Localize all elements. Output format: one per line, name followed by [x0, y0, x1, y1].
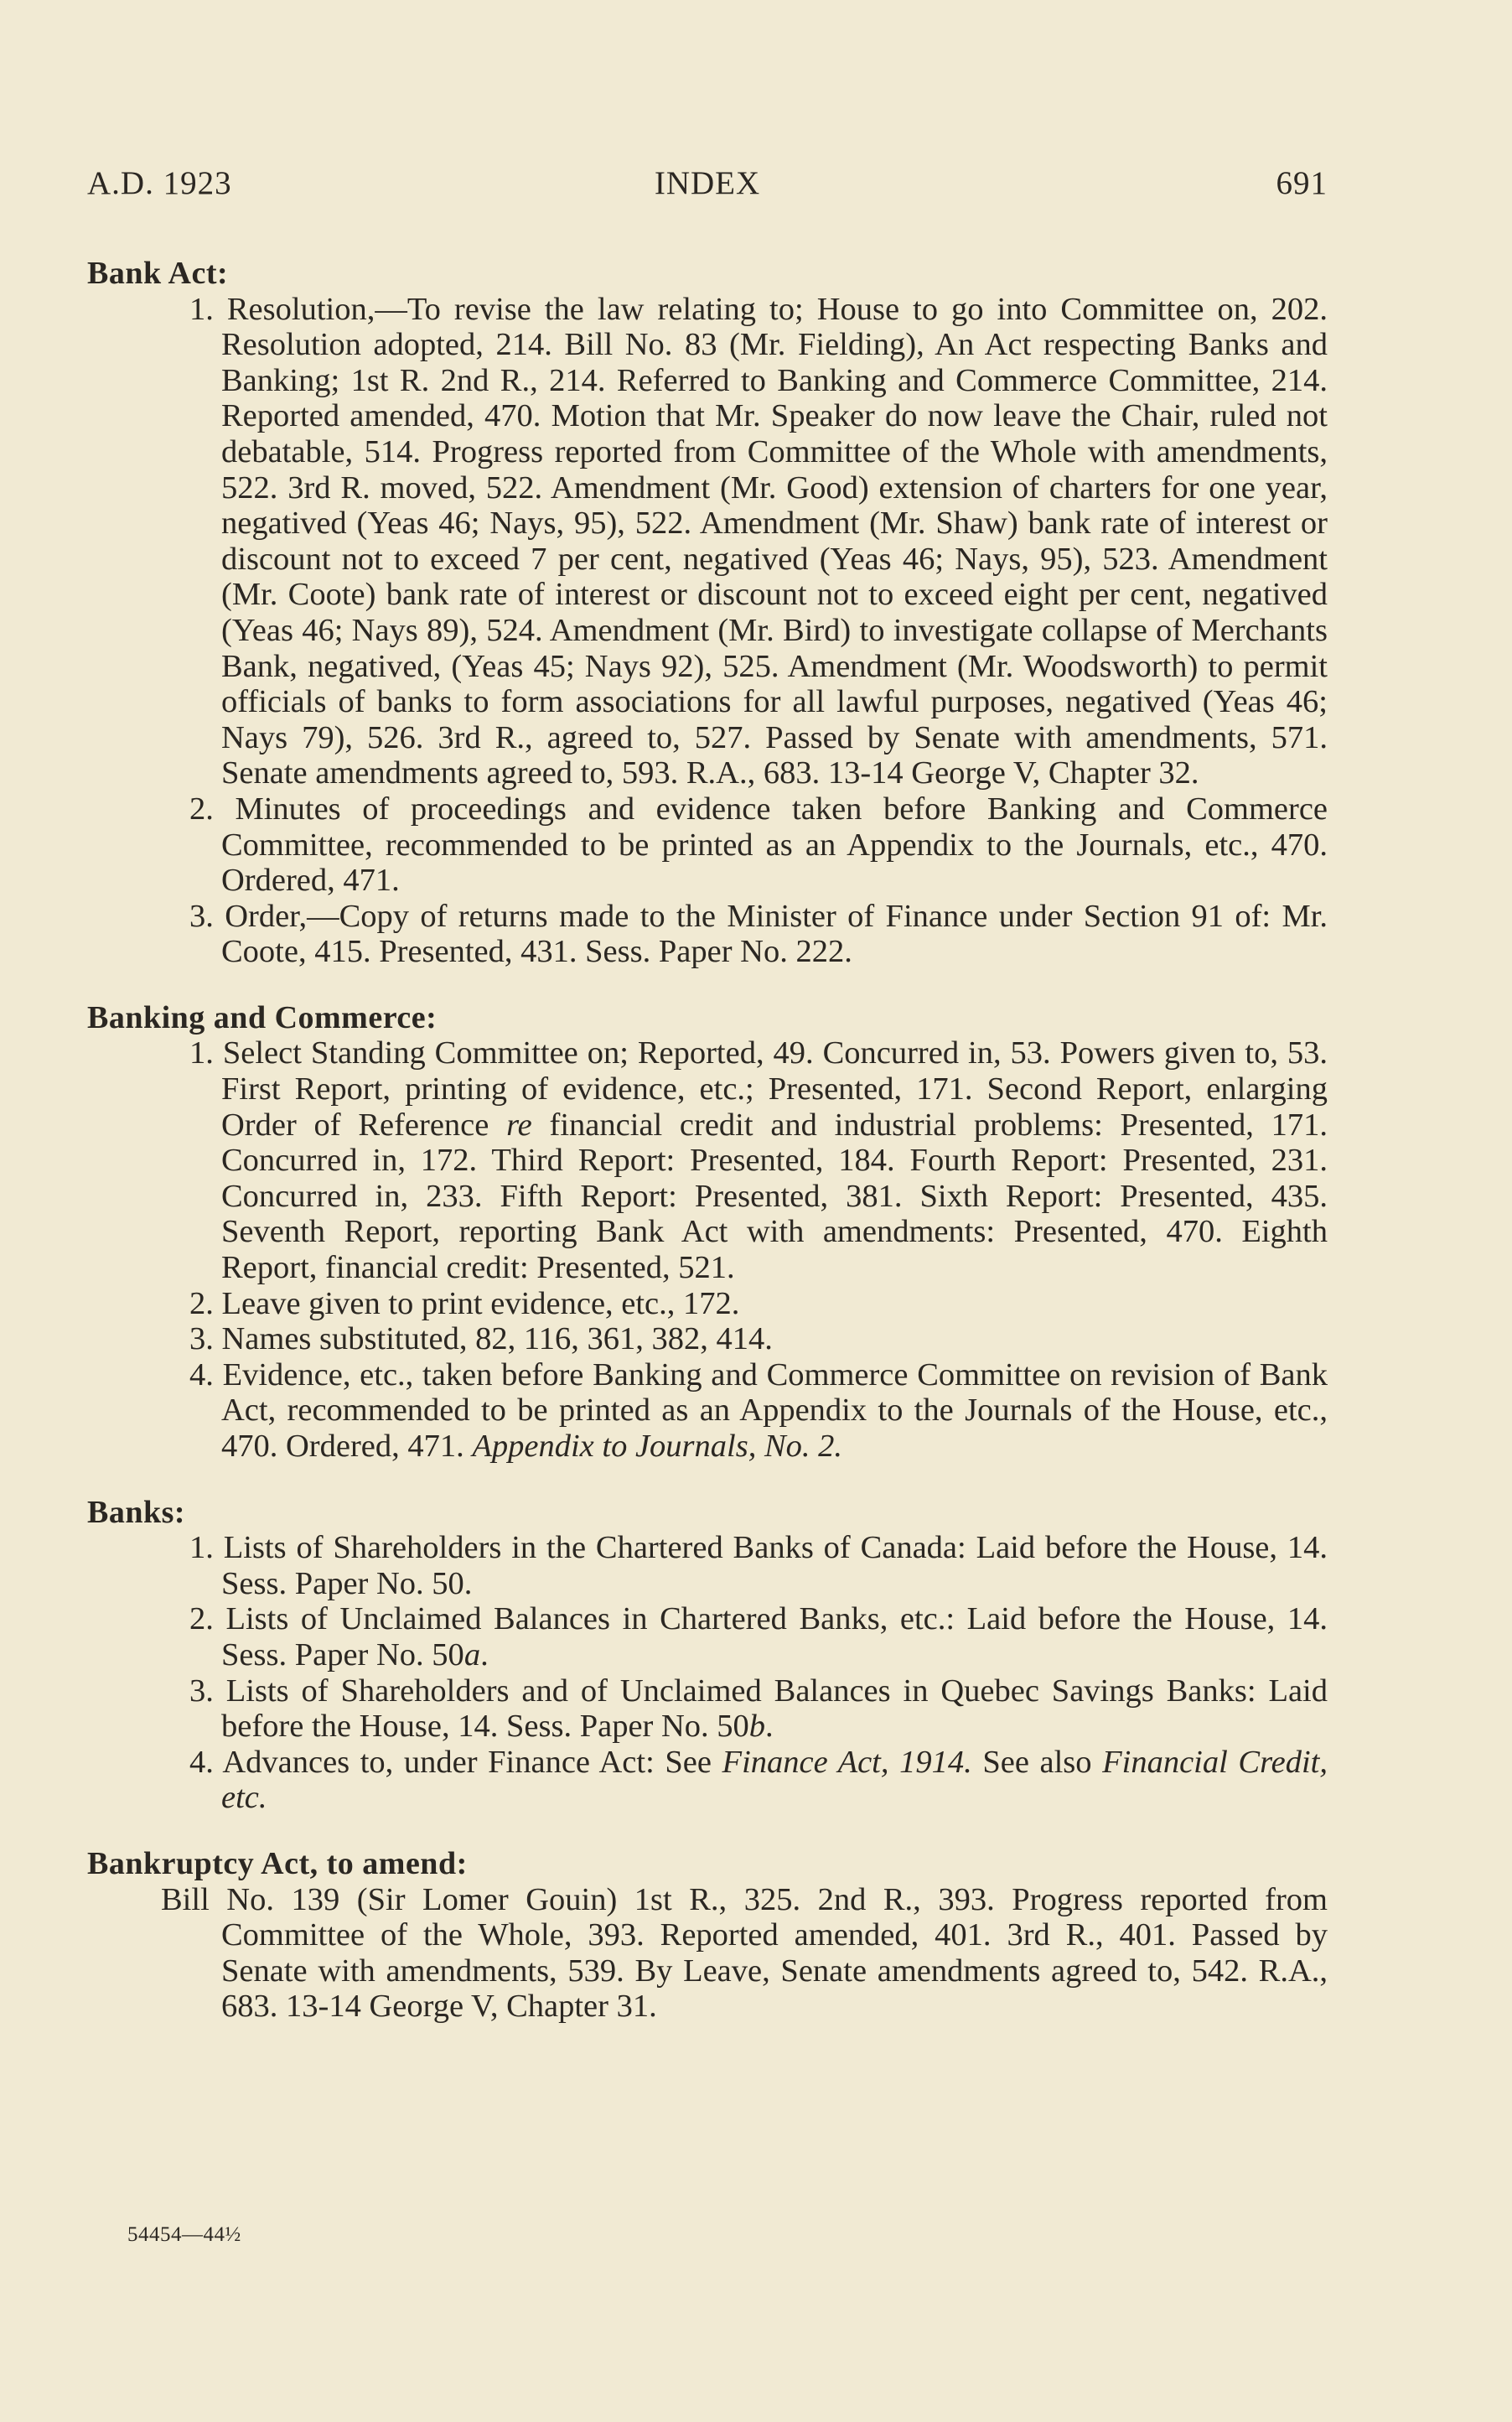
entry-text: Lists of Shareholders in the Chartered Banks of Canada: Laid before the House, 14. Sess. Paper No. 50. — [221, 1530, 1328, 1601]
index-entry — [87, 1321, 1328, 1357]
index-entry — [87, 1601, 1328, 1673]
section-title: Bankruptcy Act, to amend: — [87, 1845, 468, 1881]
section-title: Banks: — [87, 1494, 186, 1530]
index-entry — [87, 1530, 1328, 1601]
entry-number: 3. — [189, 1673, 226, 1709]
entry-list — [87, 292, 1328, 970]
entry-number: 4. — [189, 1744, 223, 1780]
entry-text: Advances to, under Finance Act: See — [222, 1744, 722, 1780]
entry-list — [87, 1035, 1328, 1464]
entry-text: Leave given to print evidence, etc., 172. — [221, 1285, 740, 1321]
entry-italic-text-2: Financial Credit, etc. — [221, 1744, 1328, 1816]
section-bank-act — [87, 256, 1328, 970]
index-entry — [87, 292, 1328, 791]
entry-number: 3. — [189, 898, 225, 934]
section-banks — [87, 1495, 1328, 1816]
entry-text: Evidence, etc., taken before Banking and Commerce Committee on revision of Bank Act, recommended to be printed as an Appendix to the Journals of the House, etc., 470. Ordered, 471. — [221, 1356, 1328, 1464]
entry-italic-text: Appendix to Journals, No. 2. — [472, 1429, 843, 1464]
printer-signature: 54454—44½ — [127, 2223, 241, 2246]
entry-number: 2. — [189, 1285, 222, 1321]
entry-text: Names substituted, 82, 116, 361, 382, 414. — [221, 1321, 773, 1357]
entry-number: 3. — [189, 1321, 222, 1357]
section-bankruptcy-act — [87, 1846, 1328, 2025]
running-head — [87, 164, 1328, 206]
entry-number: 1. — [189, 1035, 223, 1071]
page-number: 691 — [1276, 165, 1328, 201]
entry-text-continued: . — [765, 1709, 774, 1745]
section-title: Bank Act: — [87, 256, 229, 291]
entry-number: 2. — [189, 791, 236, 827]
entry-list — [87, 1530, 1328, 1816]
bill-entry: Bill No. 139 (Sir Lomer Gouin) 1st R., 325. 2nd R., 393. Progress reported from Committee of the Whole, 393. Reported amended, 401. 3rd R., 401. Passed by Senate with amendments, 539. By Leave, Senate amendments agreed to, 542. R.A., 683. 13-14 George V, Chapter 31. — [161, 1881, 1328, 2025]
entry-number: 1. — [189, 1530, 224, 1566]
header-year: A.D. 1923 — [87, 165, 232, 201]
index-entry — [87, 1357, 1328, 1465]
index-content — [87, 256, 1328, 2055]
index-entry — [87, 791, 1328, 899]
entry-text: Resolution,—To revise the law relating to; House to go into Committee on, 202. Resolution adopted, 214. Bill No. 83 (Mr. Fielding), An Act respecting Banks and Banking; 1st R. 2nd R., 214. Referred to Banking and Commerce Committee, 214. Reported amended, 470. Motion that Mr. Speaker do now leave the Chair, ruled not debatable, 514. Progress reported from Committee of the Whole with amendments, 522. 3rd R. moved, 522. Amendment (Mr. Good) extension of charters for one year, negatived (Yeas 46; Nays, 95), 522. Amendment (Mr. Shaw) bank rate of interest or discount not to exceed 7 per cent, negatived (Yeas 46; Nays, 95), 523. Amendment (Mr. Coote) bank rate of interest or discount not to exceed eight per cent, negatived (Yeas 46; Nays 89), 524. Amendment (Mr. Bird) to investigate collapse of Merchants Bank, negatived, (Yeas 45; Nays 92), 525. Amendment (Mr. Woodsworth) to permit officials of banks to form associations for all lawful purposes, negatived (Yeas 46; Nays 79), 526. 3rd R., agreed to, 527. Passed by Senate with amendments, 571. Senate amendments agreed to, 593. R.A., 683. 13-14 George V, Chapter 32. — [221, 291, 1328, 791]
entry-text: Select Standing Committee on; Reported, 49. Concurred in, 53. Powers given to, 53. First Report, printing of evidence, etc.; Presented, 171. Second Report, enlarging Order of Reference — [221, 1035, 1328, 1143]
entry-text-continued: financial credit and industrial problems: Presented, 171. Concurred in, 172. Third Report: Presented, 184. Fourth Report: Presented, 231. Concurred in, 233. Fifth Report: Presented, 381. Sixth Report: Presented, 435. Seventh Report, reporting Bank Act with amendments: Presented, 470. Eighth Report, financial credit: Presented, 521. — [221, 1107, 1328, 1286]
entry-text: Lists of Unclaimed Balances in Chartered Banks, etc.: Laid before the House, 14. Sess. Paper No. 50 — [221, 1601, 1328, 1673]
entry-italic-text: a — [463, 1636, 481, 1673]
section-title: Banking and Commerce: — [87, 999, 438, 1035]
entry-text: Lists of Shareholders and of Unclaimed Balances in Quebec Savings Banks: Laid before the House, 14. Sess. Paper No. 50 — [221, 1673, 1328, 1745]
entry-number: 2. — [189, 1601, 226, 1637]
entry-italic-text: b — [748, 1709, 766, 1745]
entry-italic-text: re — [506, 1107, 532, 1143]
entry-text: Order,—Copy of returns made to the Minister of Finance under Section 91 of: Mr. Coote, 415. Presented, 431. Sess. Paper No. 222. — [221, 898, 1328, 970]
section-banking-commerce — [87, 1000, 1328, 1465]
index-entry — [87, 1673, 1328, 1745]
index-entry — [87, 1745, 1328, 1816]
entry-italic-text: Finance Act, 1914. — [722, 1744, 972, 1780]
entry-text: Minutes of proceedings and evidence taken before Banking and Commerce Committee, recommended to be printed as an Appendix to the Journals, etc., 470. Ordered, 471. — [221, 791, 1328, 899]
index-entry — [87, 1286, 1328, 1322]
entry-number: 1. — [189, 291, 227, 327]
entry-text-continued: . — [480, 1636, 489, 1673]
header-title: INDEX — [654, 165, 761, 201]
entry-number: 4. — [189, 1356, 223, 1393]
entry-text-continued: See also — [971, 1744, 1103, 1780]
index-entry — [87, 899, 1328, 970]
index-entry — [87, 1035, 1328, 1285]
